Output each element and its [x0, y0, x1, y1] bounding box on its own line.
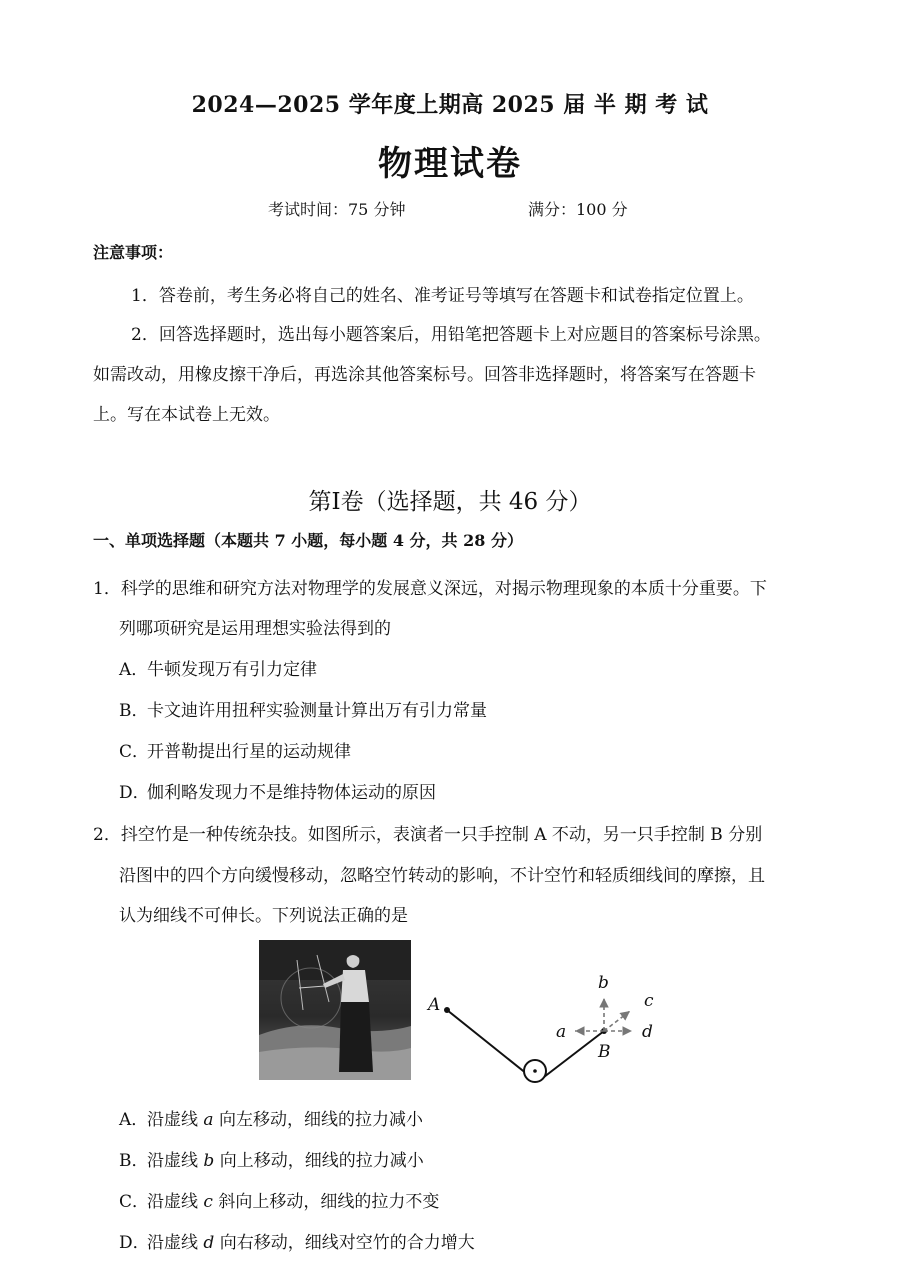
exam-time: 考试时间：75 分钟 [268, 200, 406, 219]
option-text: 牛顿发现万有引力定律 [147, 660, 317, 680]
option-text-post: 向左移动，细线的拉力减小 [213, 1110, 423, 1130]
option-variable: d [203, 1233, 215, 1253]
option-text: 卡文迪许用扭秤实验测量计算出万有引力常量 [147, 701, 487, 721]
option-text-pre: 沿虚线 [147, 1192, 204, 1212]
label-b-upper: B [598, 1042, 611, 1062]
label-a-upper: A [428, 995, 441, 1015]
q2-option-a [119, 1105, 423, 1130]
q2-stem-line-3: 认为细线不可伸长。下列说法正确的是 [119, 906, 408, 926]
q1-option-d [119, 778, 436, 803]
q2-option-c [119, 1187, 439, 1212]
option-letter: C． [119, 1192, 150, 1212]
option-text-pre: 沿虚线 [147, 1151, 204, 1171]
notice-line-1: 1．答卷前，考生务必将自己的姓名、准考证号等填写在答题卡和试卷指定位置上。 [131, 286, 754, 306]
q2-stem-line-1: 2．抖空竹是一种传统杂技。如图所示，表演者一只手控制 A 不动，另一只手控制 B 分别 [93, 825, 763, 845]
section-title: 第I卷（选择题，共 46 分） [308, 489, 592, 515]
exam-title: 2024—2025 学年度上期高 2025 届 半 期 考 试 [191, 92, 709, 118]
option-variable: a [203, 1110, 214, 1130]
option-letter: D． [119, 783, 150, 803]
option-text-post: 向上移动，细线的拉力减小 [214, 1151, 424, 1171]
q2-option-b [119, 1146, 424, 1171]
option-text: 伽利略发现力不是维持物体运动的原因 [147, 783, 436, 803]
q1-stem-line-1: 1．科学的思维和研究方法对物理学的发展意义深远，对揭示物理现象的本质十分重要。下 [93, 579, 767, 599]
option-text: 开普勒提出行星的运动规律 [147, 742, 351, 762]
notice-heading: 注意事项： [93, 243, 174, 262]
option-letter: A． [119, 1110, 149, 1130]
option-letter: A． [119, 660, 149, 680]
option-variable: c [203, 1192, 213, 1212]
option-letter: B． [119, 1151, 149, 1171]
point-a-dot [444, 1007, 450, 1013]
option-letter: B． [119, 701, 149, 721]
full-score: 满分：100 分 [528, 200, 628, 219]
notice-line-2: 2．回答选择题时，选出每小题答案后，用铅笔把答题卡上对应题目的答案标号涂黑。 [131, 325, 771, 345]
diabolo-performer-photo [259, 940, 411, 1080]
subject-title: 物理试卷 [378, 144, 522, 184]
label-b: b [598, 973, 609, 993]
notice-line-4: 上。写在本试卷上无效。 [93, 405, 280, 425]
option-text-post: 斜向上移动，细线的拉力不变 [212, 1192, 440, 1212]
option-letter: D． [119, 1233, 150, 1253]
q2-stem-line-2: 沿图中的四个方向缓慢移动，忽略空竹转动的影响，不计空竹和轻质细线间的摩擦，且 [119, 866, 765, 886]
diabolo-axle [533, 1069, 537, 1073]
option-variable: b [203, 1151, 215, 1171]
q1-stem-line-2: 列哪项研究是运用理想实验法得到的 [119, 619, 391, 639]
notice-line-3: 如需改动，用橡皮擦干净后，再选涂其他答案标号。回答非选择题时，将答案写在答题卡 [93, 365, 756, 385]
label-d: d [642, 1022, 653, 1042]
option-text-pre: 沿虚线 [147, 1110, 204, 1130]
q2-option-d [119, 1228, 475, 1253]
diabolo-force-diagram [420, 960, 670, 1090]
q1-option-c [119, 737, 351, 762]
option-text-post: 向右移动，细线对空竹的合力增大 [214, 1233, 475, 1253]
label-a: a [556, 1022, 567, 1042]
q1-option-b [119, 696, 487, 721]
part-heading: 一、单项选择题（本题共 7 小题，每小题 4 分，共 28 分） [93, 531, 523, 550]
arrow-c [604, 1011, 630, 1031]
label-c: c [644, 991, 654, 1011]
option-text-pre: 沿虚线 [147, 1233, 204, 1253]
q1-option-a [119, 655, 317, 680]
option-letter: C． [119, 742, 150, 762]
